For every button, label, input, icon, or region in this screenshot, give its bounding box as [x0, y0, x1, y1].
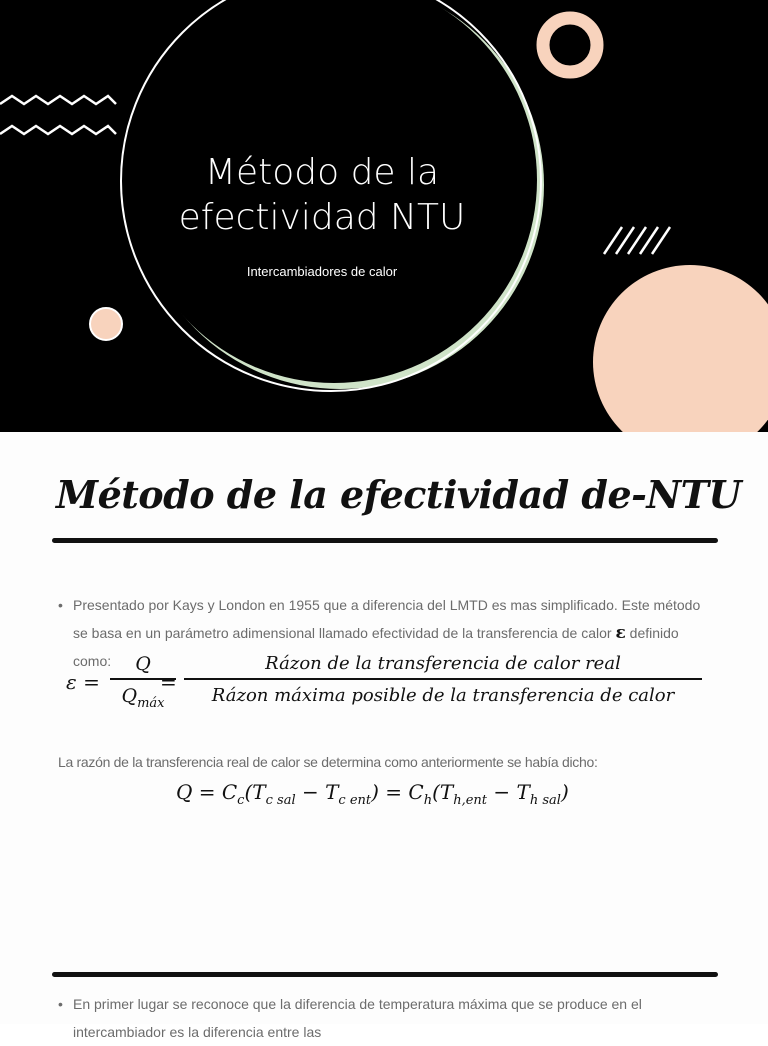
bullet1-text: Presentado por Kays y London en 1955 que a diferencia del LMTD es mas simplificado. Este método se basa en un parámetro adimensional llamado efectividad de la transferencia de calor — [73, 597, 701, 641]
eq2-sub: h — [423, 793, 433, 808]
heat-rate-paragraph: La razón de la transferencia real de calor se determina como anteriormente se había dicho: — [58, 754, 598, 770]
eq2-part: ) = C — [371, 780, 424, 804]
eq2-sub: h,ent — [453, 793, 488, 808]
eq2-part: − T — [295, 780, 339, 804]
zigzag-line-top — [0, 96, 116, 104]
eq1-frac1-den-base: Q — [121, 684, 138, 707]
bullet2-text: En primer lugar se reconoce que la diferencia de temperatura máxima que se produce en el intercambiador es la diferencia entre las — [73, 996, 642, 1040]
peach-dot-icon — [90, 308, 122, 340]
eq2-part: ) — [560, 780, 569, 804]
bullet-dot-icon: • — [58, 597, 63, 613]
section-heading: Método de la efectividad de-NTU — [56, 472, 742, 517]
title-slide — [0, 0, 768, 432]
zigzag-line-bottom — [0, 126, 116, 134]
content-slide — [0, 432, 768, 1040]
large-peach-circle — [593, 265, 768, 432]
eq2-sub: c ent — [338, 793, 372, 808]
bullet1-suffix: definido como: — [73, 625, 679, 669]
eq1-frac2-denominator: Rázon máxima posible de la transferencia de calor — [211, 684, 675, 706]
heading-divider — [52, 538, 718, 543]
section-divider — [52, 972, 718, 977]
eq2-sub: c — [237, 793, 245, 808]
eq2-part: − T — [487, 780, 530, 804]
heat-rate-equation — [176, 780, 569, 808]
eq1-lhs: ε = — [66, 670, 100, 694]
epsilon-symbol: ε — [615, 623, 626, 643]
eq2-part: Q = C — [176, 780, 238, 804]
slide-title — [122, 150, 522, 240]
slide-title-line1: Método de la — [204, 152, 440, 193]
bullet-item-2 — [58, 990, 718, 1046]
eq2-sub: h sal — [529, 793, 561, 808]
peach-ring-icon — [543, 18, 597, 72]
effectiveness-equation — [66, 650, 706, 712]
eq2-part: (T — [432, 780, 454, 804]
slash-lines-icon — [604, 227, 670, 254]
slide-title-line2: efectividad NTU — [178, 197, 466, 238]
eq2-sub: c sal — [265, 793, 296, 808]
eq1-frac1-den-sub: máx — [137, 695, 165, 711]
eq1-fraction-ratio — [184, 650, 702, 710]
eq2-part: (T — [244, 780, 266, 804]
eq1-equals: = — [160, 670, 177, 694]
bullet-dot-icon: • — [58, 996, 63, 1012]
eq1-frac2-numerator: Rázon de la transferencia de calor real — [265, 653, 621, 674]
eq1-frac1-numerator: Q — [135, 653, 151, 675]
slide-subtitle: Intercambiadores de calor — [246, 264, 398, 279]
